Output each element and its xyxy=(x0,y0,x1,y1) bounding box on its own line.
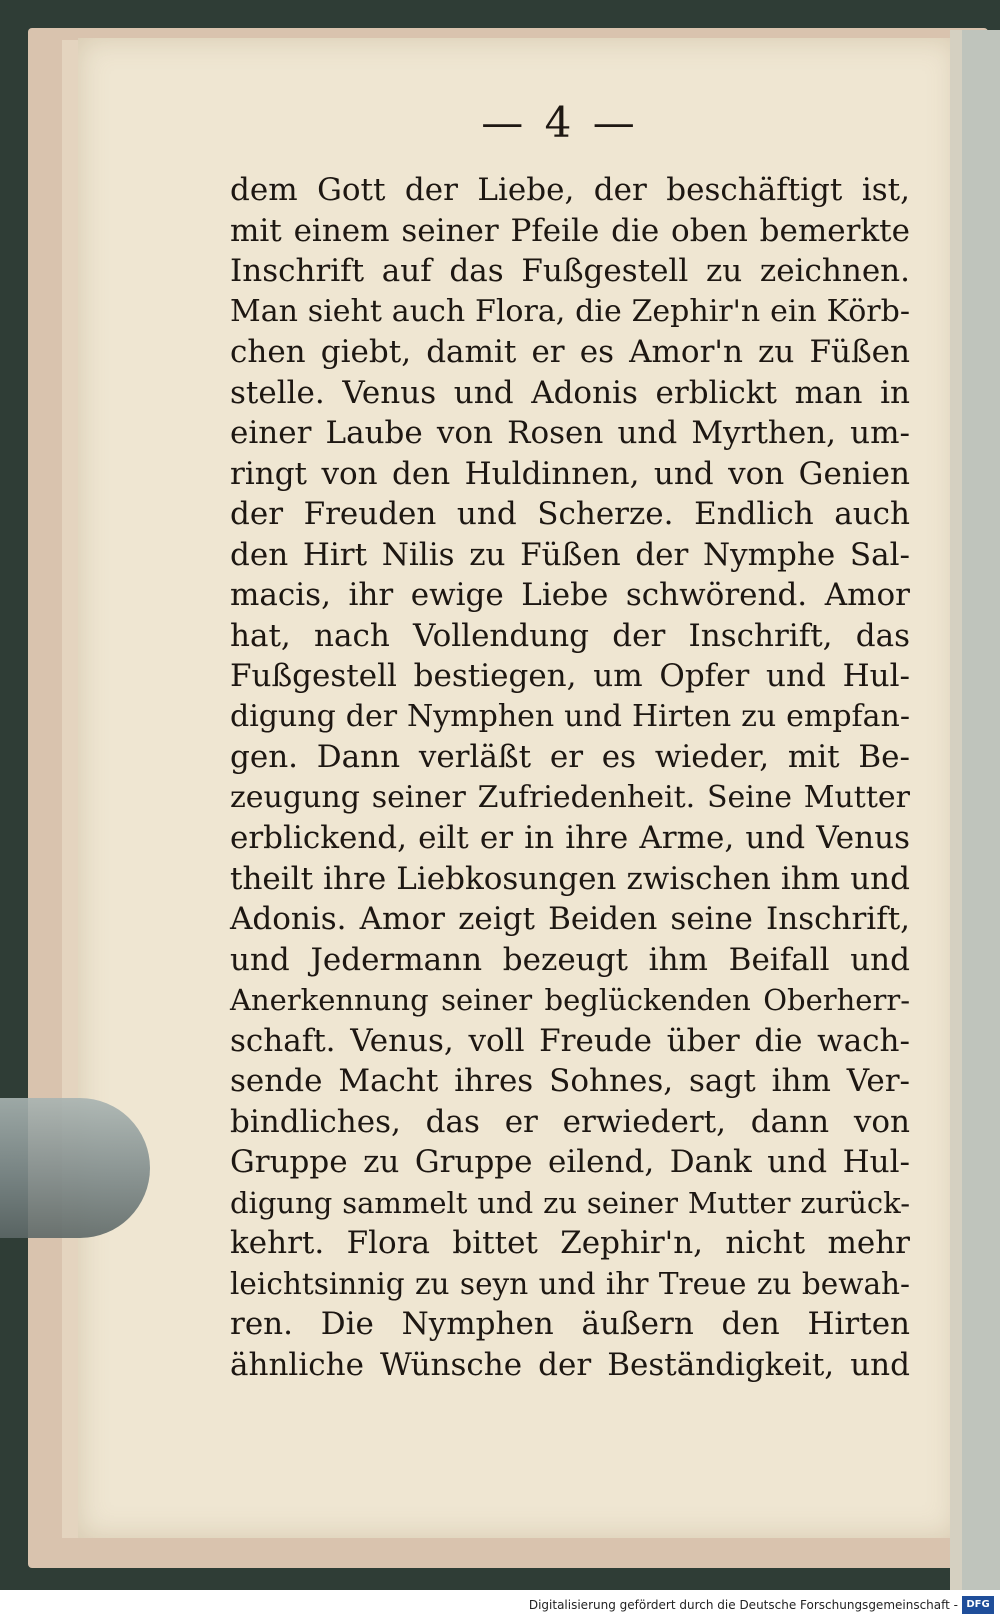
text-line: theilt ihre Liebkosungen zwischen ihm und xyxy=(230,860,910,897)
text-line: chen giebt, damit er es Amor'n zu Füßen xyxy=(230,334,910,370)
text-line: der Freuden und Scherze. Endlich auch xyxy=(230,496,910,532)
text-line: zeugung seiner Zufriedenheit. Seine Mutter xyxy=(230,779,910,815)
text-line: Adonis. Amor zeigt Beiden seine Inschrift, xyxy=(230,901,910,937)
text-line: digung der Nymphen und Hirten zu empfan- xyxy=(230,698,910,734)
text-line: und Jedermann bezeugt ihm Beifall und xyxy=(230,941,910,978)
next-page-strip xyxy=(962,30,1000,1590)
text-line: einer Laube von Rosen und Myrthen, um- xyxy=(230,415,910,451)
text-line: digung sammelt und zu seiner Mutter zurück- xyxy=(230,1185,910,1220)
text-line: ähnliche Wünsche der Beständigkeit, und xyxy=(230,1346,910,1383)
text-line: ringt von den Huldinnen, und von Genien xyxy=(230,455,910,492)
text-line: mit einem seiner Pfeile die oben bemerkte xyxy=(230,212,910,249)
dfg-logo: DFG xyxy=(962,1596,994,1614)
text-line: stelle. Venus und Adonis erblickt man in xyxy=(230,374,910,411)
page-number: — 4 — xyxy=(481,98,639,147)
text-line: gen. Dann verläßt er es wieder, mit Be- xyxy=(230,739,910,775)
text-line: bindliches, das er erwiedert, dann von xyxy=(230,1103,910,1140)
text-line: Man sieht auch Flora, die Zephir'n ein Körb- xyxy=(230,293,910,329)
text-line: den Hirt Nilis zu Füßen der Nymphe Sal- xyxy=(230,536,910,573)
footer-credit: Digitalisierung gefördert durch die Deutsche Forschungsgemeinschaft - xyxy=(528,1598,958,1612)
page-clip xyxy=(0,1098,150,1238)
text-line: hat, nach Vollendung der Inschrift, das xyxy=(230,617,910,654)
text-line: Gruppe zu Gruppe eilend, Dank und Hul- xyxy=(230,1144,910,1180)
text-line: Anerkennung seiner beglückenden Oberherr- xyxy=(230,983,910,1017)
text-line: kehrt. Flora bittet Zephir'n, nicht mehr xyxy=(230,1225,910,1261)
text-line: ren. Die Nymphen äußern den Hirten xyxy=(230,1306,910,1342)
body-text xyxy=(230,170,910,1385)
text-line: Fußgestell bestiegen, um Opfer und Hul- xyxy=(230,658,910,694)
text-line: dem Gott der Liebe, der beschäftigt ist, xyxy=(230,172,910,208)
text-line: schaft. Venus, voll Freude über die wach- xyxy=(230,1022,910,1059)
text-line: Inschrift auf das Fußgestell zu zeichnen. xyxy=(230,253,910,289)
text-line: sende Macht ihres Sohnes, sagt ihm Ver- xyxy=(230,1063,910,1099)
footer-bar xyxy=(0,1592,1000,1620)
text-line: leichtsinnig zu seyn und ihr Treue zu bewah- xyxy=(230,1266,910,1301)
text-line: macis, ihr ewige Liebe schwörend. Amor xyxy=(230,577,910,613)
text-line: erblickend, eilt er in ihre Arme, und Venus xyxy=(230,820,910,856)
